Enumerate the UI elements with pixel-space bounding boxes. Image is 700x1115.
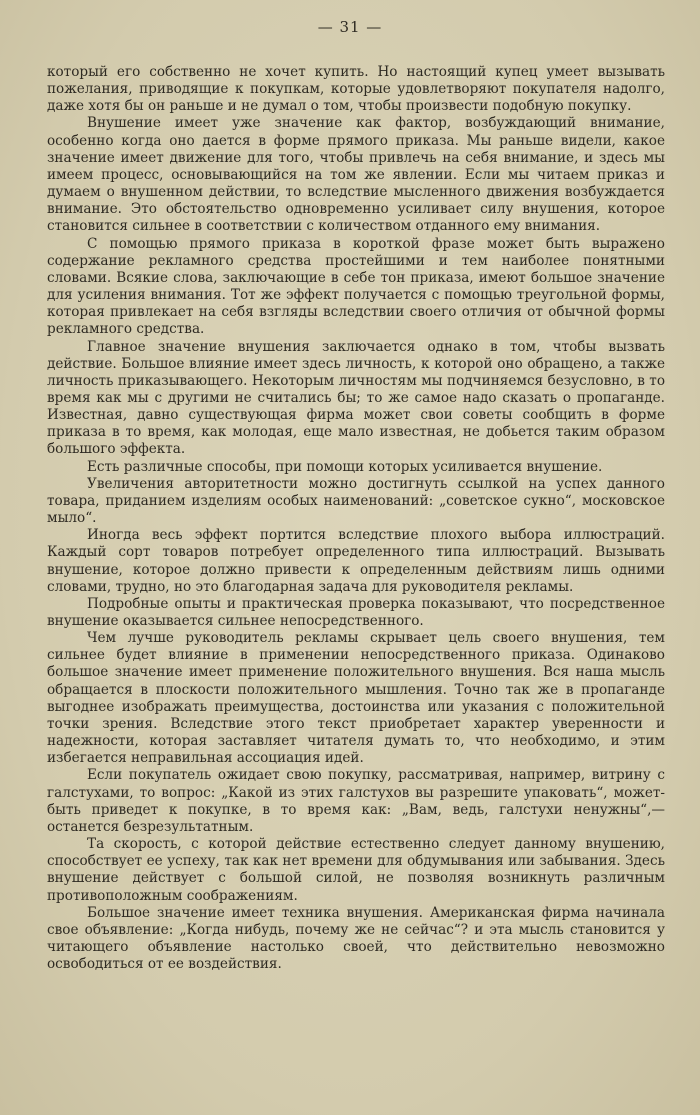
paragraph: С помощью прямого приказа в короткой фразе может быть выражено содержание рекламного средства простейшими и тем наиболее понятными словами. Всякие слова, заключающие в себе тон приказа, имеют большое значение для усиления внимания. Тот же эффект получается с помощью треугольной формы, которая привлекает на себя взгляды вследствии своего отличия от обычной формы рекламного средства. xyxy=(47,235,665,338)
paragraph: Чем лучше руководитель рекламы скрывает цель своего внушения, тем сильнее будет влияние в применении непосредственного приказа. Одинаково большое значение имеет применение положительного внушения. Вся наша мысль обращается в плоскости положительного мышления. Точно так же в пропаганде выгоднее изображать преимущества, достоинства или указания с положительной точки зрения. Вследствие этого текст приобретает характер уверенности и надежности, которая заставляет читателя думать то, что необходимо, и этим избегается неправильная ассоциация идей. xyxy=(47,630,665,767)
paragraph: Подробные опыты и практическая проверка показывают, что посредственное внушение оказывается сильнее непосредственного. xyxy=(47,595,665,629)
paragraph: Большое значение имеет техника внушения. Американская фирма начинала свое объявление: „Когда нибудь, почему же не сейчас“? и эта мысль становится у читающего объявление настолько своей, что действительно невозможно освободиться от ее воздействия. xyxy=(47,904,665,973)
body-text xyxy=(47,64,665,973)
paragraph: который его собственно не хочет купить. Но настоящий купец умеет вызывать пожелания, приводящие к покупкам, которые удовлетворяют покупателя надолго, даже хотя бы он раньше и не думал о том, чтобы произвести подобную покупку. xyxy=(47,64,665,115)
page-number: — 31 — xyxy=(317,18,383,36)
paragraph: Есть различные способы, при помощи которых усиливается внушение. xyxy=(87,458,603,475)
paragraph: Если покупатель ожидает свою покупку, рассматривая, например, витрину с галстухами, то вопрос: „Какой из этих галстухов вы разрешите упаковать“, может-быть приведет к покупке, в то время как: „Вам, ведь, галстухи ненужны“,—останется безрезультатным. xyxy=(47,767,665,835)
paragraph: Внушение имеет уже значение как фактор, возбуждающий внимание, особенно когда оно дается в форме прямого приказа. Мы раньше видели, какое значение имеет движение для того, чтобы привлечь на себя внимание, и здесь мы имеем процесс, основывающийся на том же явлении. Если мы читаем приказ и думаем о внушенном действии, то вследствие мысленного движения возбуждается внимание. Это обстоятельство одновременно усиливает силу внушения, которое становится сильнее в соответствии с количеством отданного ему внимания. xyxy=(47,115,665,235)
paragraph: Та скорость, с которой действие естественно следует данному внушению, способствует ее успеху, так как нет времени для обдумывания или забывания. Здесь внушение действует с большой силой, не позволяя возникнуть различным противоположным соображениям. xyxy=(47,836,665,904)
paragraph: Главное значение внушения заключается однако в том, чтобы вызвать действие. Большое влияние имеет здесь личность, к которой оно обращено, а также личность приказывающего. Некоторым личностям мы подчиняемся безусловно, в то время как мы с другими не считались бы; то же самое надо сказать о пропаганде. Известная, давно существующая фирма может свои советы сообщить в форме приказа в то время, как молодая, еще мало известная, не добьется таким образом большого эффекта. xyxy=(47,338,665,458)
paragraph: Иногда весь эффект портится вследствие плохого выбора иллюстраций. Каждый сорт товаров потребует определенного типа иллюстраций. Вызывать внушение, которое должно привести к определенным действиям лишь одними словами, трудно, но это благодарная задача для руководителя рекламы. xyxy=(47,527,665,595)
paragraph: Увеличения авторитетности можно достигнуть ссылкой на успех данного товара, приданием изделиям особых наименований: „советское сукно“, московское мыло“. xyxy=(47,475,665,527)
